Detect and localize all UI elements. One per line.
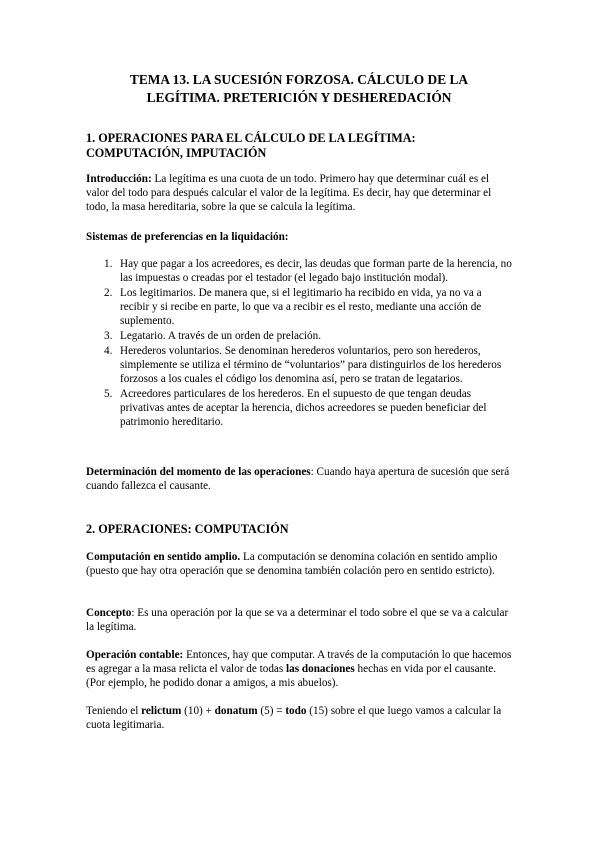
preferences-list	[86, 257, 512, 430]
list-item: 4. Herederos voluntarios. Se denominan herederos voluntarios, pero son herederos, simplemente se utiliza el término de “voluntarios” para distinguirlos de los herederos forzosos a los cuales el código los denomina así, pero se tratan de legatarios.	[104, 345, 502, 385]
list-item: 2. Los legitimarios. De manera que, si el legitimario ha recibido en vida, ya no va a recibir y si recibe en parte, lo que va a recibir es el resto, mediante una acción de suplemento.	[104, 287, 482, 327]
moment-label: Determinación del momento de las operaciones	[86, 466, 311, 478]
intro-label: Introducción:	[86, 173, 152, 185]
list-item: 1. Hay que pagar a los acreedores, es decir, las deudas que forman parte de la herencia, no las impuestas o creadas por el testador (el legado bajo institución modal).	[104, 258, 512, 284]
concept-paragraph: Concepto: Es una operación por la que se va a determinar el todo sobre el que se va a calcular la legítima.	[86, 607, 509, 633]
preferences-heading: Sistemas de preferencias en la liquidación:	[86, 231, 289, 243]
section-1-heading: 1. OPERACIONES PARA EL CÁLCULO DE LA LEGÍTIMA: COMPUTACIÓN, IMPUTACIÓN	[86, 131, 416, 160]
computation-paragraph: Computación en sentido amplio. La computación se denomina colación en sentido amplio (puesto que hay otra operación que se denomina también colación pero en sentido estricto).	[86, 551, 498, 577]
title-line-2: LEGÍTIMA. PRETERICIÓN Y DESHEREDACIÓN	[146, 90, 452, 105]
list-item: 3. Legatario. A través de un orden de prelación.	[104, 330, 321, 342]
document-title	[86, 71, 512, 107]
formula-paragraph: Teniendo el relictum (10) + donatum (5) = todo (15) sobre el que luego vamos a calcular la cuota legitimaria.	[86, 705, 502, 731]
moment-paragraph: Determinación del momento de las operaciones: Cuando haya apertura de sucesión que será cuando fallezca el causante.	[86, 466, 510, 492]
intro-paragraph	[86, 172, 512, 214]
intro-text: La legítima es una cuota de un todo. Primero hay que determinar cuál es el valor del todo para después calcular el valor de la legítima. Es decir, hay que determinar el todo, la masa hereditaria, sobre la que se calcula la legítima.	[86, 173, 492, 213]
accounting-paragraph: Operación contable: Entonces, hay que computar. A través de la computación lo que hacemos es agregar a la masa relicta el valor de todas las donaciones hechas en vida por el causante. (Por ejemplo, he podido donar a amigos, a mis abuelos).	[86, 649, 512, 689]
title-line-1: TEMA 13. LA SUCESIÓN FORZOSA. CÁLCULO DE LA	[129, 72, 469, 87]
section-2-heading: 2. OPERACIONES: COMPUTACIÓN	[86, 522, 289, 536]
list-item: 5. Acreedores particulares de los herederos. En el supuesto de que tengan deudas privativas antes de aceptar la herencia, dichos acreedores se pueden beneficiar del patrimonio hereditario.	[104, 388, 487, 428]
